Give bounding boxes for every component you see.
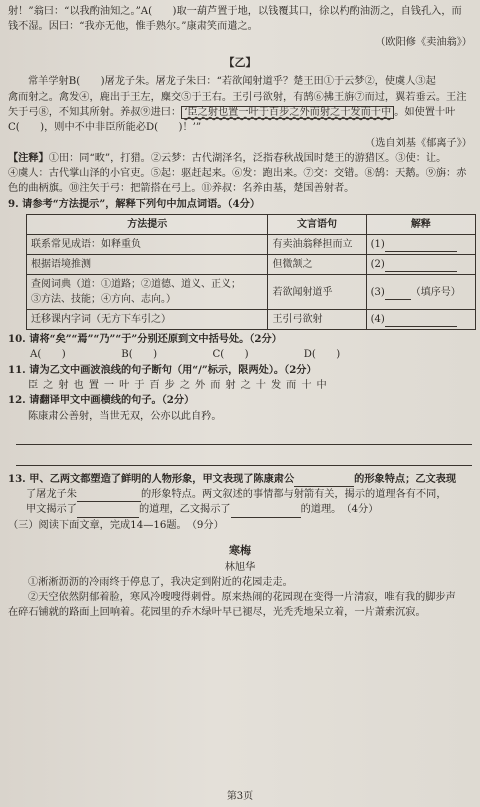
- page-content: [8, 4, 472, 621]
- answer-cell[interactable]: (2): [366, 255, 475, 275]
- passage-jia-line: 钱不湿。因曰：“我亦无他，惟手熟尔。”康肃笑而遣之。: [8, 21, 258, 33]
- table-header: 文言语句: [268, 215, 366, 235]
- passage-yi-line: 常羊学射B( )屠龙子朱。屠龙子朱曰：“若欲闻射道乎？楚王田①于云梦②，使虞人③起: [28, 76, 436, 88]
- passage-yi-line: C( )，则中不中非臣所能必D( )！’”: [8, 122, 202, 134]
- table-header: 解释: [366, 215, 475, 235]
- passage-jia-line: 射！”翁曰：“以我酌油知之。”A( )取一葫芦置于地，以钱覆其口，徐以杓酌油沥之，自钱孔入，而: [8, 6, 462, 17]
- article-paragraph: ①淅淅沥沥的冷雨终于停息了，我决定到附近的花园走走。: [28, 576, 293, 588]
- page-number: 第3页: [226, 791, 254, 802]
- question-13-line: 了屠龙子朱 的形象特点。两文叙述的事情都与射箭有关，揭示的道理各有不同，: [8, 487, 472, 502]
- option-d[interactable]: D( ): [303, 349, 341, 361]
- table-row: 联系常见成语：如释重负 有卖油翁释担而立 (1): [27, 235, 476, 255]
- question-10: 10. 请将“矣”“焉”“乃”“于”分别还原到文中括号处。（2分）: [8, 333, 282, 346]
- question-12: 12. 请翻译甲文中画横线的句子。（2分）: [8, 394, 195, 407]
- answer-cell[interactable]: (4): [366, 310, 475, 330]
- wavy-sentence: ‘臣之射也置一叶于百步之外而射之十发而十中: [181, 106, 394, 119]
- table-row: 根据语境推测 但微颔之 (2): [27, 255, 476, 275]
- section-3-heading: （三）阅读下面文章，完成14—16题。 （9分）: [8, 519, 224, 531]
- question-13: 13. 甲、乙两文都塑造了鲜明的人物形象，甲文表现了陈康肃公 的形象特点；乙文表现: [8, 472, 472, 487]
- question-10-options: [8, 347, 472, 362]
- table-header: 方法提示: [27, 215, 268, 235]
- notes: 【注释】①田：同“畋”，打猎。②云梦：古代湖泽名，泛指春秋战国时楚王的游猎区。③使：让。: [8, 151, 447, 164]
- answer-cell[interactable]: (3) （填序号）: [366, 275, 475, 310]
- option-a[interactable]: A( ): [30, 349, 66, 361]
- question-9-table: [26, 214, 476, 330]
- notes-label: 【注释】: [8, 151, 49, 164]
- passage-yi-title: 【乙】: [223, 55, 257, 69]
- article-paragraph: 在碎石铺就的路面上回响着。花园里的乔木绿叶早已褪尽，光秃秃地呆立着，一片萧索沉寂。: [8, 607, 426, 619]
- table-row: 迁移课内字词（无方下车引之） 王引弓欲射 (4): [27, 310, 476, 330]
- source-citation: （欧阳修《卖油翁》）: [375, 36, 472, 48]
- question-11: 11. 请为乙文中画波浪线的句子断句（用“/”标示，限两处）。（2分）: [8, 363, 317, 376]
- question-12-sentence: 陈康肃公善射，当世无双，公亦以此自矜。: [28, 410, 222, 422]
- answer-blank[interactable]: [231, 517, 301, 518]
- answer-line[interactable]: [16, 430, 472, 445]
- article-paragraph: ②天空依然阴郁着脸，寒风冷嗖嗖得刺骨。原来热闹的花园现在变得一片清寂，唯有我的脚步声: [28, 592, 456, 604]
- article-title: 寒梅: [229, 544, 251, 558]
- answer-cell[interactable]: (1): [366, 235, 475, 255]
- question-11-sentence[interactable]: 臣之射也置一叶于百步之外而射之十发而十中: [28, 379, 332, 391]
- passage-yi-line: 禽而射之。禽发④，鹿出于王左，麋交⑤于王右。王引弓欲射，有鹄⑥拂王旃⑦而过，翼若垂云。王注: [8, 91, 467, 103]
- article-author: 林旭华: [224, 561, 256, 573]
- table-row: 查阅词典（道：①道路；②道德、道义、正义； ③方法、技能；④方向、志向。） 若欲闻射道乎 (3) （填序号）: [27, 275, 476, 310]
- option-c[interactable]: C( ): [212, 349, 249, 361]
- option-b[interactable]: B( ): [121, 349, 158, 361]
- notes-line: ④虞人：古代掌山泽的小官吏。⑤起：驱赶起来。⑥发：跑出来。⑦交：交错。⑧鹄：天鹅。⑨旃：赤: [8, 168, 467, 180]
- question-13-line: 甲文揭示了 的道理，乙文揭示了 的道理。 （4分）: [8, 502, 472, 517]
- passage-yi-line: 矢于弓⑧，不知其所射。养叔⑨进曰： ‘臣之射也置一叶于百步之外而射之十发而十中 。如使置十叶: [8, 106, 456, 118]
- question-9: 9. 请参考“方法提示”，解释下列句中加点词语。（4分）: [8, 197, 261, 210]
- notes-line: 色的曲柄旗。⑩注矢于弓：把箭搭在弓上。⑪养叔：名养由基，楚国善射者。: [8, 183, 355, 195]
- answer-line[interactable]: [16, 451, 472, 466]
- source-citation: （选自刘基《郁离子》）: [365, 137, 472, 149]
